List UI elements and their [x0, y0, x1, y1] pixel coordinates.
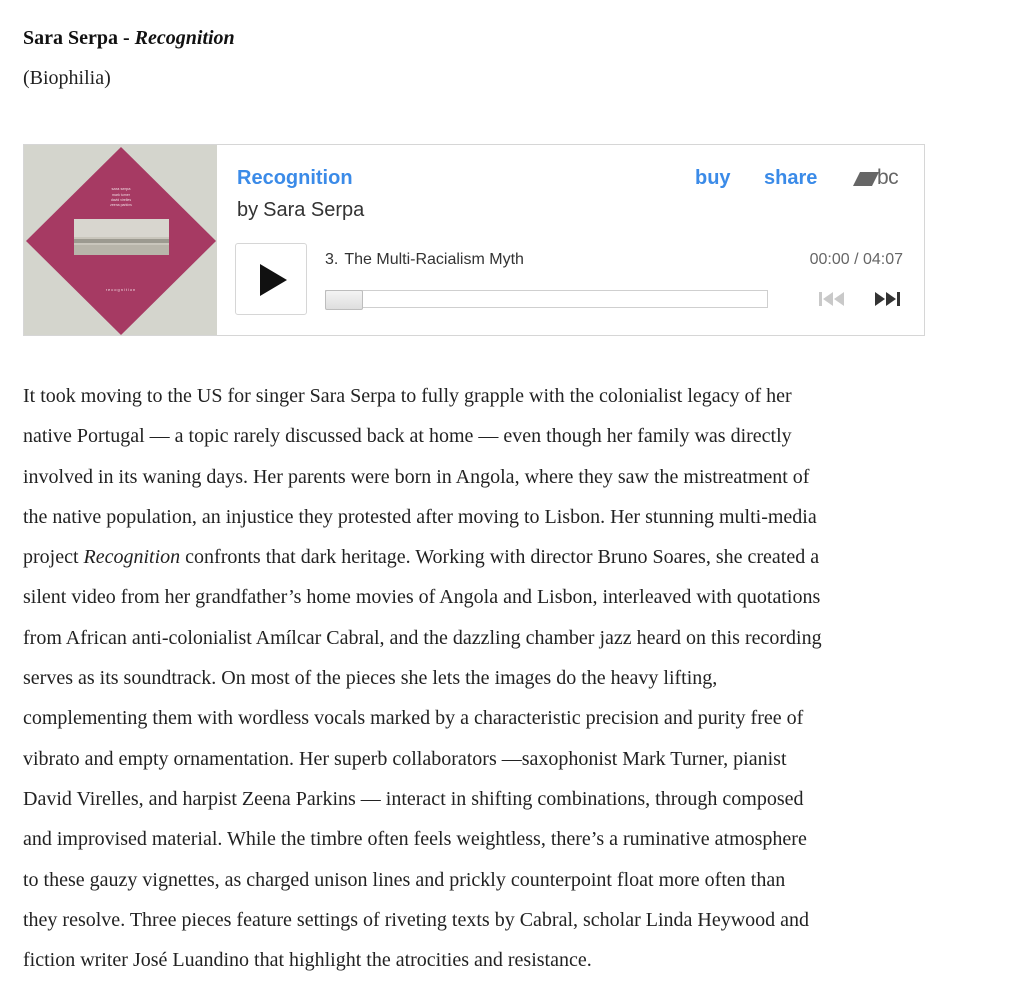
- play-icon: [258, 263, 288, 297]
- cover-title-text: recognition: [105, 287, 137, 292]
- review-line: [23, 537, 938, 577]
- cover-credit-1: mark turner: [112, 193, 130, 197]
- review-line: to these gauzy vignettes, as charged unison lines and prickly counterpoint float more often than: [23, 868, 786, 891]
- heading-artist: Sara Serpa: [23, 27, 118, 49]
- by-label: by: [237, 199, 259, 221]
- progress-bar[interactable]: [325, 290, 768, 308]
- cover-credit-3: zeena parkins: [110, 203, 132, 207]
- next-track-icon[interactable]: [872, 291, 902, 307]
- review-line: they resolve. Three pieces feature settings of riveting texts by Cabral, scholar Linda Heywood and: [23, 908, 810, 931]
- review-line: native Portugal — a topic rarely discussed back at home — even though her family was directly: [23, 425, 792, 448]
- bandcamp-logo-icon[interactable]: [853, 168, 905, 190]
- album-title-italic: Recognition: [83, 546, 181, 569]
- review-text: project: [23, 546, 84, 569]
- time-readout: 00:00 / 04:07: [809, 251, 903, 268]
- review-heading: [23, 26, 235, 50]
- review-body: [23, 376, 938, 980]
- track-number: 3.: [325, 251, 339, 268]
- share-button[interactable]: share: [764, 167, 818, 189]
- review-line: vibrato and empty ornamentation. Her superb collaborators —saxophonist Mark Turner, pianist: [23, 747, 787, 770]
- progress-thumb[interactable]: [325, 290, 363, 310]
- current-track: [325, 250, 524, 270]
- review-line: and improvised material. While the timbre often feels weightless, there’s a ruminative atmosphere: [23, 828, 807, 851]
- heading-album-title: Recognition: [134, 27, 235, 49]
- play-button[interactable]: [235, 243, 307, 315]
- album-title-link[interactable]: Recognition: [237, 167, 353, 189]
- album-cover-art[interactable]: [24, 145, 217, 335]
- review-line: serves as its soundtrack. On most of the pieces she lets the images do the heavy lifting,: [23, 667, 718, 690]
- review-line: fiction writer José Luandino that highlight the atrocities and resistance.: [23, 949, 592, 972]
- artist-link[interactable]: Sara Serpa: [263, 199, 365, 221]
- cover-art-image: [24, 145, 217, 335]
- bandcamp-player: [23, 144, 925, 336]
- buy-button[interactable]: buy: [695, 167, 731, 189]
- cover-artist-text: sara serpa: [111, 186, 131, 191]
- review-line: involved in its waning days. Her parents were born in Angola, where they saw the mistreatment of: [23, 465, 810, 488]
- bandcamp-logo-text: bc: [877, 166, 899, 189]
- review-line: It took moving to the US for singer Sara Serpa to fully grapple with the colonialist legacy of her: [23, 385, 792, 407]
- review-line: silent video from her grandfather’s home movies of Angola and Lisbon, interleaved with quotations: [23, 586, 821, 609]
- record-label: (Biophilia): [23, 67, 111, 89]
- track-title: The Multi-Racialism Myth: [344, 251, 524, 268]
- review-line: from African anti-colonialist Amílcar Cabral, and the dazzling chamber jazz heard on this recording: [23, 626, 822, 649]
- review-line: complementing them with wordless vocals marked by a characteristic precision and purity free of: [23, 707, 804, 730]
- player-info: [237, 145, 924, 335]
- cover-credit-2: david virelles: [110, 198, 132, 202]
- review-line: the native population, an injustice they protested after moving to Lisbon. Her stunning multi-media: [23, 505, 817, 528]
- prev-track-icon[interactable]: [817, 291, 847, 307]
- artist-line: [237, 198, 364, 222]
- review-line: David Virelles, and harpist Zeena Parkins — interact in shifting combinations, through composed: [23, 787, 804, 810]
- review-text: confronts that dark heritage. Working with director Bruno Soares, she created a: [180, 546, 820, 569]
- heading-separator: -: [118, 27, 135, 49]
- bandcamp-logo-shape: [853, 172, 879, 186]
